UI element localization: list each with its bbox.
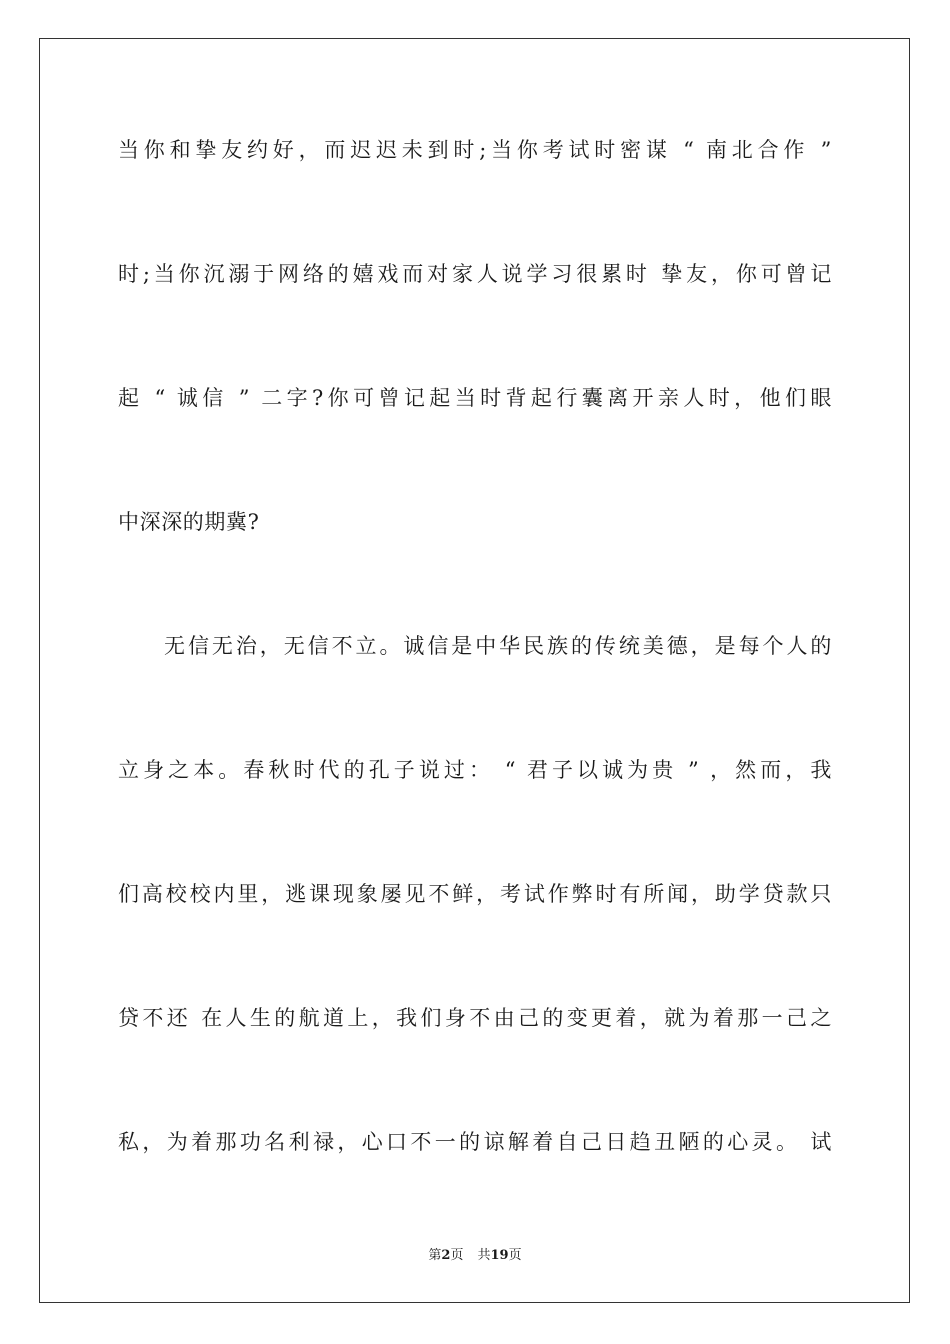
footer-total-prefix: 共 bbox=[477, 1248, 491, 1263]
body-text-line-2: 时;当你沉溺于网络的嬉戏而对家人说学习很累时 挚友，你可曾记 bbox=[118, 262, 832, 286]
footer-total-suffix: 页 bbox=[508, 1248, 522, 1263]
page-footer bbox=[0, 1247, 950, 1265]
body-text-line-5: 无信无治，无信不立。诚信是中华民族的传统美德，是每个人的 bbox=[164, 634, 832, 658]
body-text-line-6: 立身之本。春秋时代的孔子说过： “ 君子以诚为贵 ” ，然而，我 bbox=[118, 758, 832, 782]
body-text-line-1: 当你和挚友约好，而迟迟未到时;当你考试时密谋 “ 南北合作 ” bbox=[118, 138, 832, 162]
body-text-line-9: 私，为着那功名利禄，心口不一的谅解着自己日趋丑陋的心灵。 试 bbox=[118, 1130, 832, 1154]
footer-total-number: 19 bbox=[490, 1248, 509, 1263]
footer-page-prefix: 第 bbox=[428, 1248, 442, 1263]
body-text-line-4: 中深深的期冀? bbox=[118, 510, 260, 534]
body-text-line-8: 贷不还 在人生的航道上，我们身不由己的变更着，就为着那一己之 bbox=[118, 1006, 832, 1030]
body-text-line-3: 起 “ 诚信 ” 二字?你可曾记起当时背起行囊离开亲人时，他们眼 bbox=[118, 386, 832, 410]
footer-page-suffix: 页 bbox=[450, 1248, 464, 1263]
footer-page-number: 2 bbox=[441, 1248, 451, 1263]
body-text-line-7: 们高校校内里，逃课现象屡见不鲜，考试作弊时有所闻，助学贷款只 bbox=[118, 882, 832, 906]
page-border bbox=[39, 38, 910, 1303]
